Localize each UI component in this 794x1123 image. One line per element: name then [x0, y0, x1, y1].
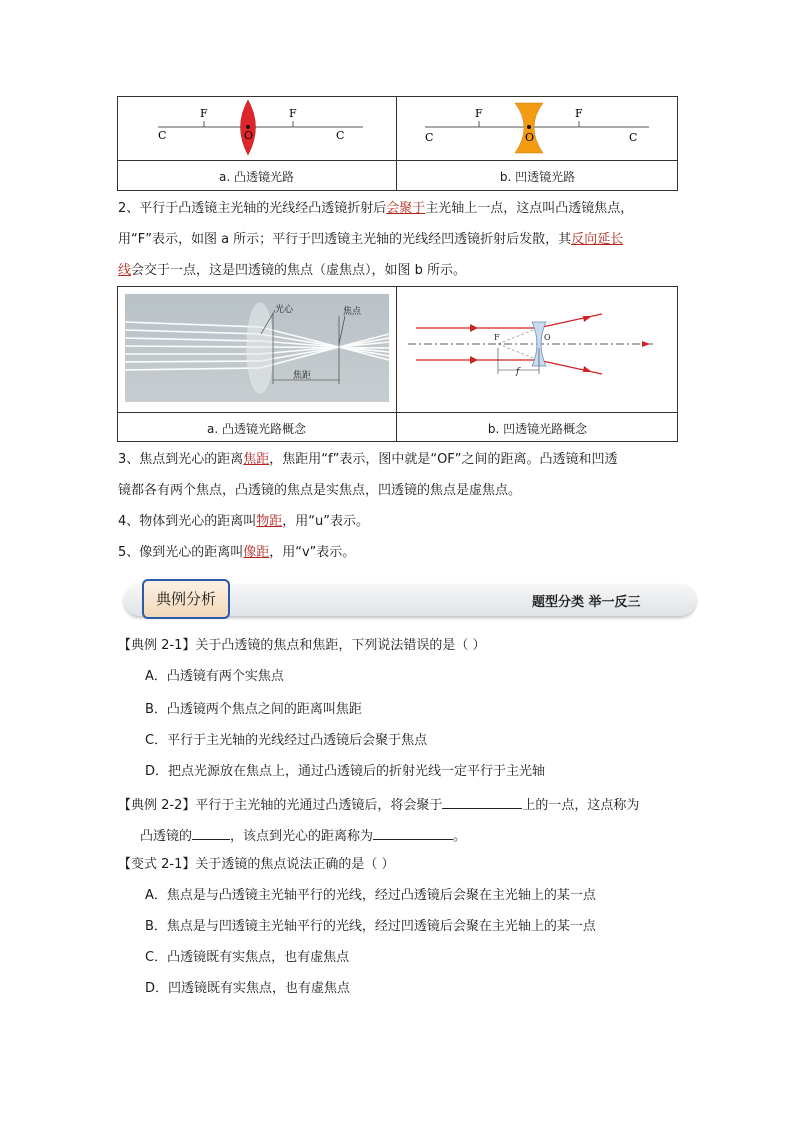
para3-line1-post: ，焦距用“f”表示，图中就是“OF”之间的距离。凸透镜和凹透 [269, 452, 618, 467]
para5 [118, 545, 355, 561]
convex-label-c-right: C [336, 129, 345, 142]
q2-blank-1[interactable] [442, 795, 522, 809]
para5-pre: 5、像到光心的距离叫 [118, 545, 244, 560]
para2-line1-post: 主光轴上一点，这点叫凸透镜焦点， [425, 201, 634, 216]
para2-line3-post: 会交于一点，这是凹透镜的焦点（虚焦点），如图 b 所示。 [131, 263, 467, 278]
para4-keyword-object-distance: 物距 [256, 514, 283, 529]
para4-pre: 4、物体到光心的距离叫 [118, 514, 257, 529]
para2-keyword-converge: 会聚于 [386, 201, 426, 216]
section-banner-title: 典例分析 [142, 579, 230, 619]
q1-option-a: A．凸透镜有两个实焦点 [145, 669, 284, 684]
para2-line2-pre: 用“F”表示，如图 a 所示；平行于凹透镜主光轴的光线经凹透镜折射后发散，其 [118, 232, 572, 247]
para5-post: ，用“v”表示。 [269, 545, 356, 560]
table2-caption-a: a. 凸透镜光路概念 [207, 422, 306, 436]
para2-keyword-reverse: 反向延长 [571, 232, 624, 247]
concave-label-f-left: F [475, 107, 483, 120]
concept-label-o: O [544, 333, 551, 342]
para2-line1-pre: 2、平行于凸透镜主光轴的光线经凸透镜折射后 [118, 201, 387, 216]
para3-line1 [118, 452, 618, 468]
q3-option-a: A．焦点是与凸透镜主光轴平行的光线，经过凸透镜后会聚在主光轴上的某一点 [145, 888, 596, 903]
concave-lens-diagram [397, 97, 677, 160]
q2-line2-pre: 凸透镜的 [140, 829, 193, 844]
q1-option-d: D．把点光源放在焦点上，通过凸透镜后的折射光线一定平行于主光轴 [145, 764, 546, 779]
q3-option-c: C．凸透镜既有实焦点，也有虚焦点 [145, 950, 350, 965]
q1-option-c: C．平行于主光轴的光线经过凸透镜后会聚于焦点 [145, 733, 428, 748]
q1-option-b: B．凸透镜两个焦点之间的距离叫焦距 [145, 702, 362, 717]
para3-line2: 镜都各有两个焦点，凸透镜的焦点是实焦点，凹透镜的焦点是虚焦点。 [118, 483, 522, 498]
q2-line1-pre: 【典例 2-2】平行于主光轴的光通过凸透镜后，将会聚于 [118, 798, 443, 813]
convex-label-f-left: F [200, 107, 208, 120]
convex-label-f-right: F [289, 107, 297, 120]
photo-label-optical-center: 光心 [275, 305, 294, 315]
section-banner-subtitle: 题型分类 举一反三 [532, 595, 641, 610]
photo-label-focal-length: 焦距 [293, 371, 312, 381]
para2-line2 [118, 232, 623, 248]
q2-line2-end: 。 [453, 829, 467, 844]
para5-keyword-image-distance: 像距 [243, 545, 270, 560]
q2-line1 [118, 795, 639, 814]
convex-lens-diagram [118, 97, 396, 160]
concave-label-o: O [525, 131, 535, 144]
table2-caption-b: b. 凹透镜光路概念 [487, 422, 588, 436]
concave-label-c-right: C [629, 131, 638, 144]
q3-option-b: B．焦点是与凹透镜主光轴平行的光线，经过凹透镜后会聚在主光轴上的某一点 [145, 919, 596, 934]
q2-blank-3[interactable] [373, 826, 453, 840]
q2-line2 [140, 826, 466, 845]
para4-post: ，用“u”表示。 [282, 514, 370, 529]
q3-stem: 【变式 2-1】关于透镜的焦点说法正确的是（ ） [118, 857, 395, 872]
para3-keyword-focal-length: 焦距 [243, 452, 270, 467]
table2-row-divider [117, 412, 678, 413]
table1-row-divider [117, 160, 678, 161]
table2-divider [396, 286, 397, 442]
para2-line3 [118, 263, 466, 279]
para2-keyword-line: 线 [118, 263, 132, 278]
concept-label-flen: f [516, 367, 520, 377]
concave-label-f-right: F [575, 107, 583, 120]
para3-line1-pre: 3、焦点到光心的距离 [118, 452, 244, 467]
photo-label-focus: 焦点 [343, 307, 362, 317]
q3-option-d: D．凹透镜既有实焦点，也有虚焦点 [145, 981, 351, 996]
para4 [118, 514, 369, 530]
concave-label-c-left: C [425, 131, 434, 144]
q2-line1-post: 上的一点，这点称为 [522, 798, 640, 813]
convex-label-c-left: C [158, 129, 167, 142]
convex-label-o: O [244, 129, 254, 142]
q2-line2-mid: ，该点到光心的距离称为 [230, 829, 374, 844]
convex-lens-photo [125, 294, 389, 402]
concept-label-f: F [494, 333, 500, 342]
q2-blank-2[interactable] [192, 826, 230, 840]
table1-caption-a: a. 凸透镜光路 [219, 170, 294, 184]
para2-line1 [118, 201, 633, 217]
concave-concept-diagram [398, 292, 676, 408]
table1-caption-b: b. 凹透镜光路 [499, 170, 576, 184]
q1-stem: 【典例 2-1】关于凸透镜的焦点和焦距，下列说法错误的是（ ） [118, 638, 486, 653]
